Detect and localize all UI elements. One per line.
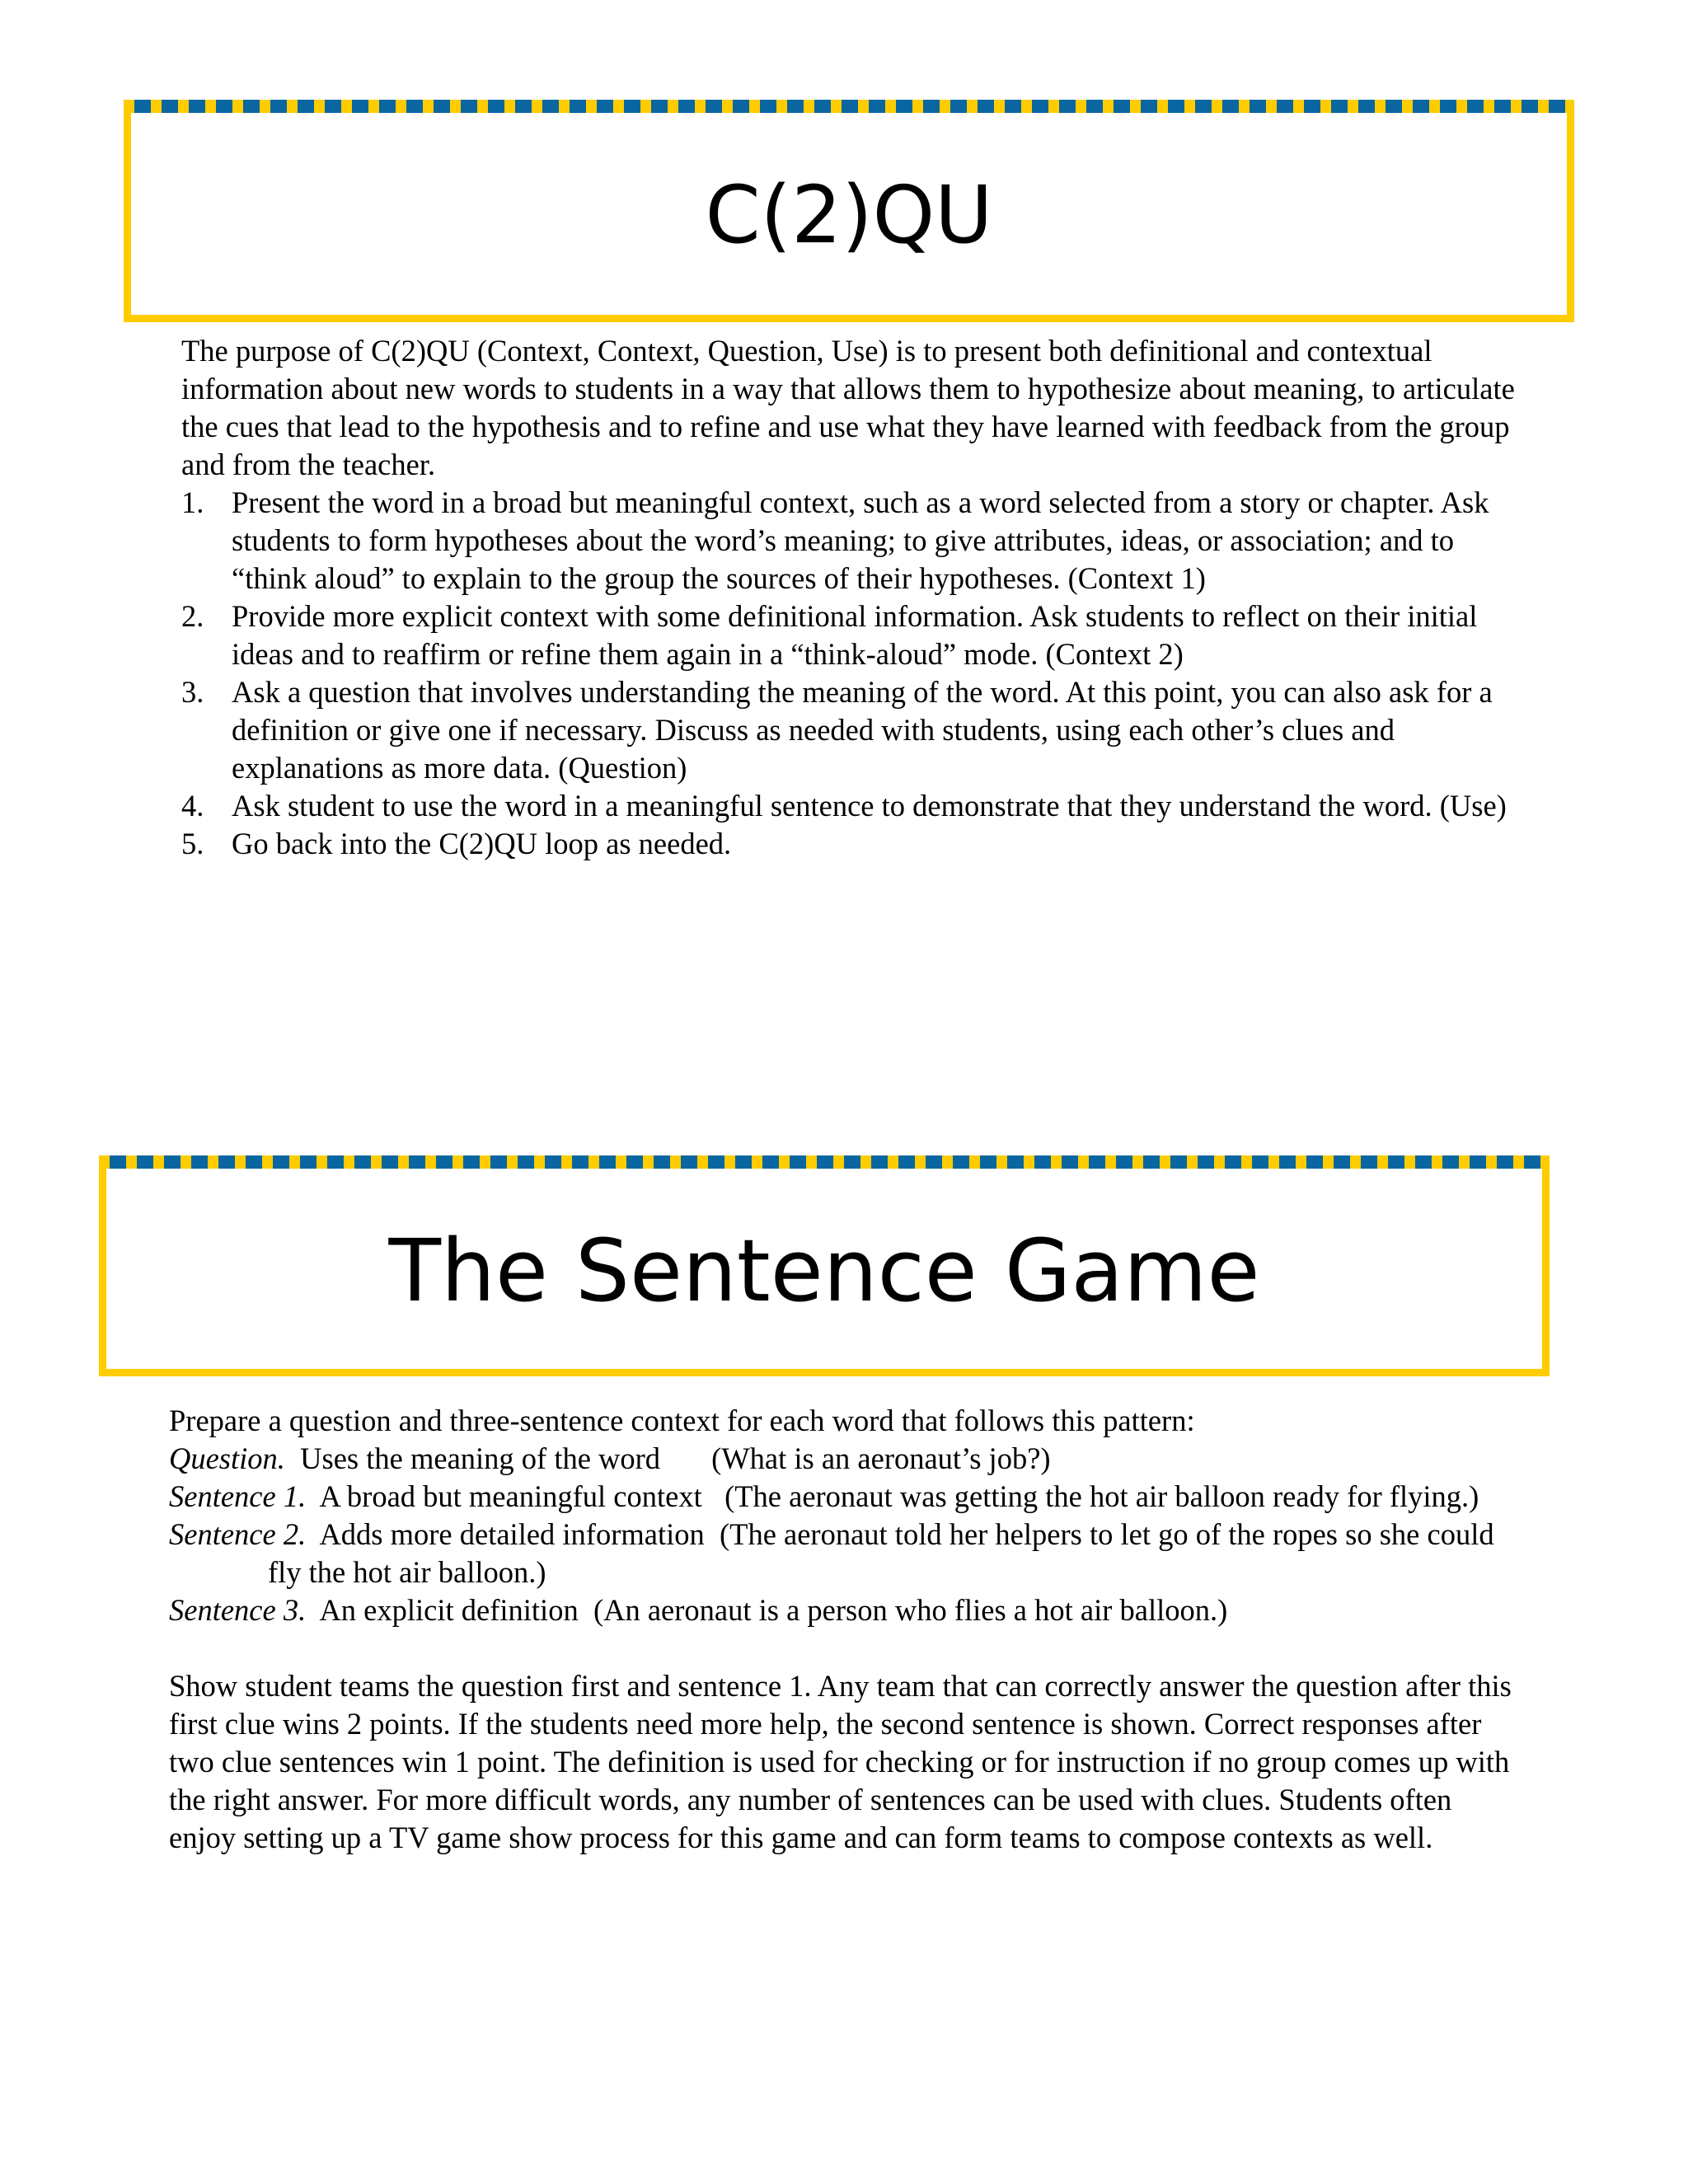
step-number: 1.: [181, 485, 204, 519]
pattern-question: [169, 1440, 1521, 1478]
step-number: 3.: [181, 675, 204, 709]
game-intro: Prepare a question and three-sentence context for each word that follows this pattern:: [169, 1404, 1195, 1437]
section-banner-c2qu: [124, 113, 1574, 322]
pattern-sentence-2: [169, 1516, 1521, 1591]
list-item: [181, 598, 1517, 673]
list-item: [181, 825, 1517, 863]
pattern-text: A broad but meaningful context: [319, 1479, 702, 1513]
step-number: 2.: [181, 599, 204, 633]
pattern-example: (The aeronaut was getting the hot air balloon ready for flying.): [724, 1479, 1479, 1513]
sentence-game-body: [169, 1402, 1521, 1857]
pattern-example: (The aeronaut told her helpers to let go of the ropes so she could fly the hot air balloon.): [268, 1517, 1494, 1589]
section-banner-sentence-game: [99, 1169, 1550, 1376]
section-title: The Sentence Game: [388, 1221, 1260, 1321]
section-title: C(2)QU: [705, 169, 993, 261]
step-text: Ask student to use the word in a meaningful sentence to demonstrate that they understand the word. (Use): [232, 789, 1507, 823]
pattern-label: Sentence 1.: [169, 1479, 307, 1513]
pattern-text: Uses the meaning of the word: [300, 1441, 661, 1475]
checkered-stripe: [99, 1155, 1550, 1169]
step-number: 4.: [181, 789, 204, 823]
checkered-stripe: [124, 100, 1574, 113]
game-closing: Show student teams the question first and sentence 1. Any team that can correctly answer the question after this first clue wins 2 points. If the students need more help, the second sentence is shown. Correct responses after two clue sentences win 1 point. The definition is used for checking or for instruction if no group comes up with the right answer. For more difficult words, any number of sentences can be used with clues. Students often enjoy setting up a TV game show process for this game and can form teams to compose contexts as well.: [169, 1669, 1512, 1854]
step-text: Provide more explicit context with some definitional information. Ask students to reflect on their initial ideas and to reaffirm or refine them again in a “think-aloud” mode. (Context 2): [232, 599, 1478, 671]
list-item: [181, 484, 1517, 598]
c2qu-body: [181, 332, 1517, 863]
pattern-label: Sentence 3.: [169, 1593, 307, 1627]
pattern-sentence-3: [169, 1591, 1521, 1629]
pattern-sentence-1: [169, 1478, 1521, 1516]
pattern-example: (What is an aeronaut’s job?): [711, 1441, 1051, 1475]
paragraph-spacer: [169, 1629, 1521, 1667]
step-text: Ask a question that involves understanding the meaning of the word. At this point, you can also ask for a definition or give one if necessary. Discuss as needed with students, using each other’s clues and explanations as more data. (Question): [232, 675, 1493, 785]
c2qu-steps-list: [181, 484, 1517, 863]
step-text: Present the word in a broad but meaningful context, such as a word selected from a story or chapter. Ask students to form hypotheses about the word’s meaning; to give attributes, ideas, or association; and to “think aloud” to explain to the group the sources of their hypotheses. (Context 1): [232, 485, 1489, 595]
step-number: 5.: [181, 827, 204, 860]
pattern-text: An explicit definition: [319, 1593, 579, 1627]
pattern-example: (An aeronaut is a person who flies a hot air balloon.): [593, 1593, 1228, 1627]
list-item: [181, 673, 1517, 787]
pattern-label: Question.: [169, 1441, 285, 1475]
c2qu-intro: The purpose of C(2)QU (Context, Context, Question, Use) is to present both definitional and contextual information about new words to students in a way that allows them to hypothesize about meaning, to articulate the cues that lead to the hypothesis and to refine and use what they have learned with feedback from the group and from the teacher.: [181, 334, 1515, 481]
list-item: [181, 787, 1517, 825]
step-text: Go back into the C(2)QU loop as needed.: [232, 827, 732, 860]
pattern-text: Adds more detailed information: [319, 1517, 705, 1551]
pattern-label: Sentence 2.: [169, 1517, 307, 1551]
